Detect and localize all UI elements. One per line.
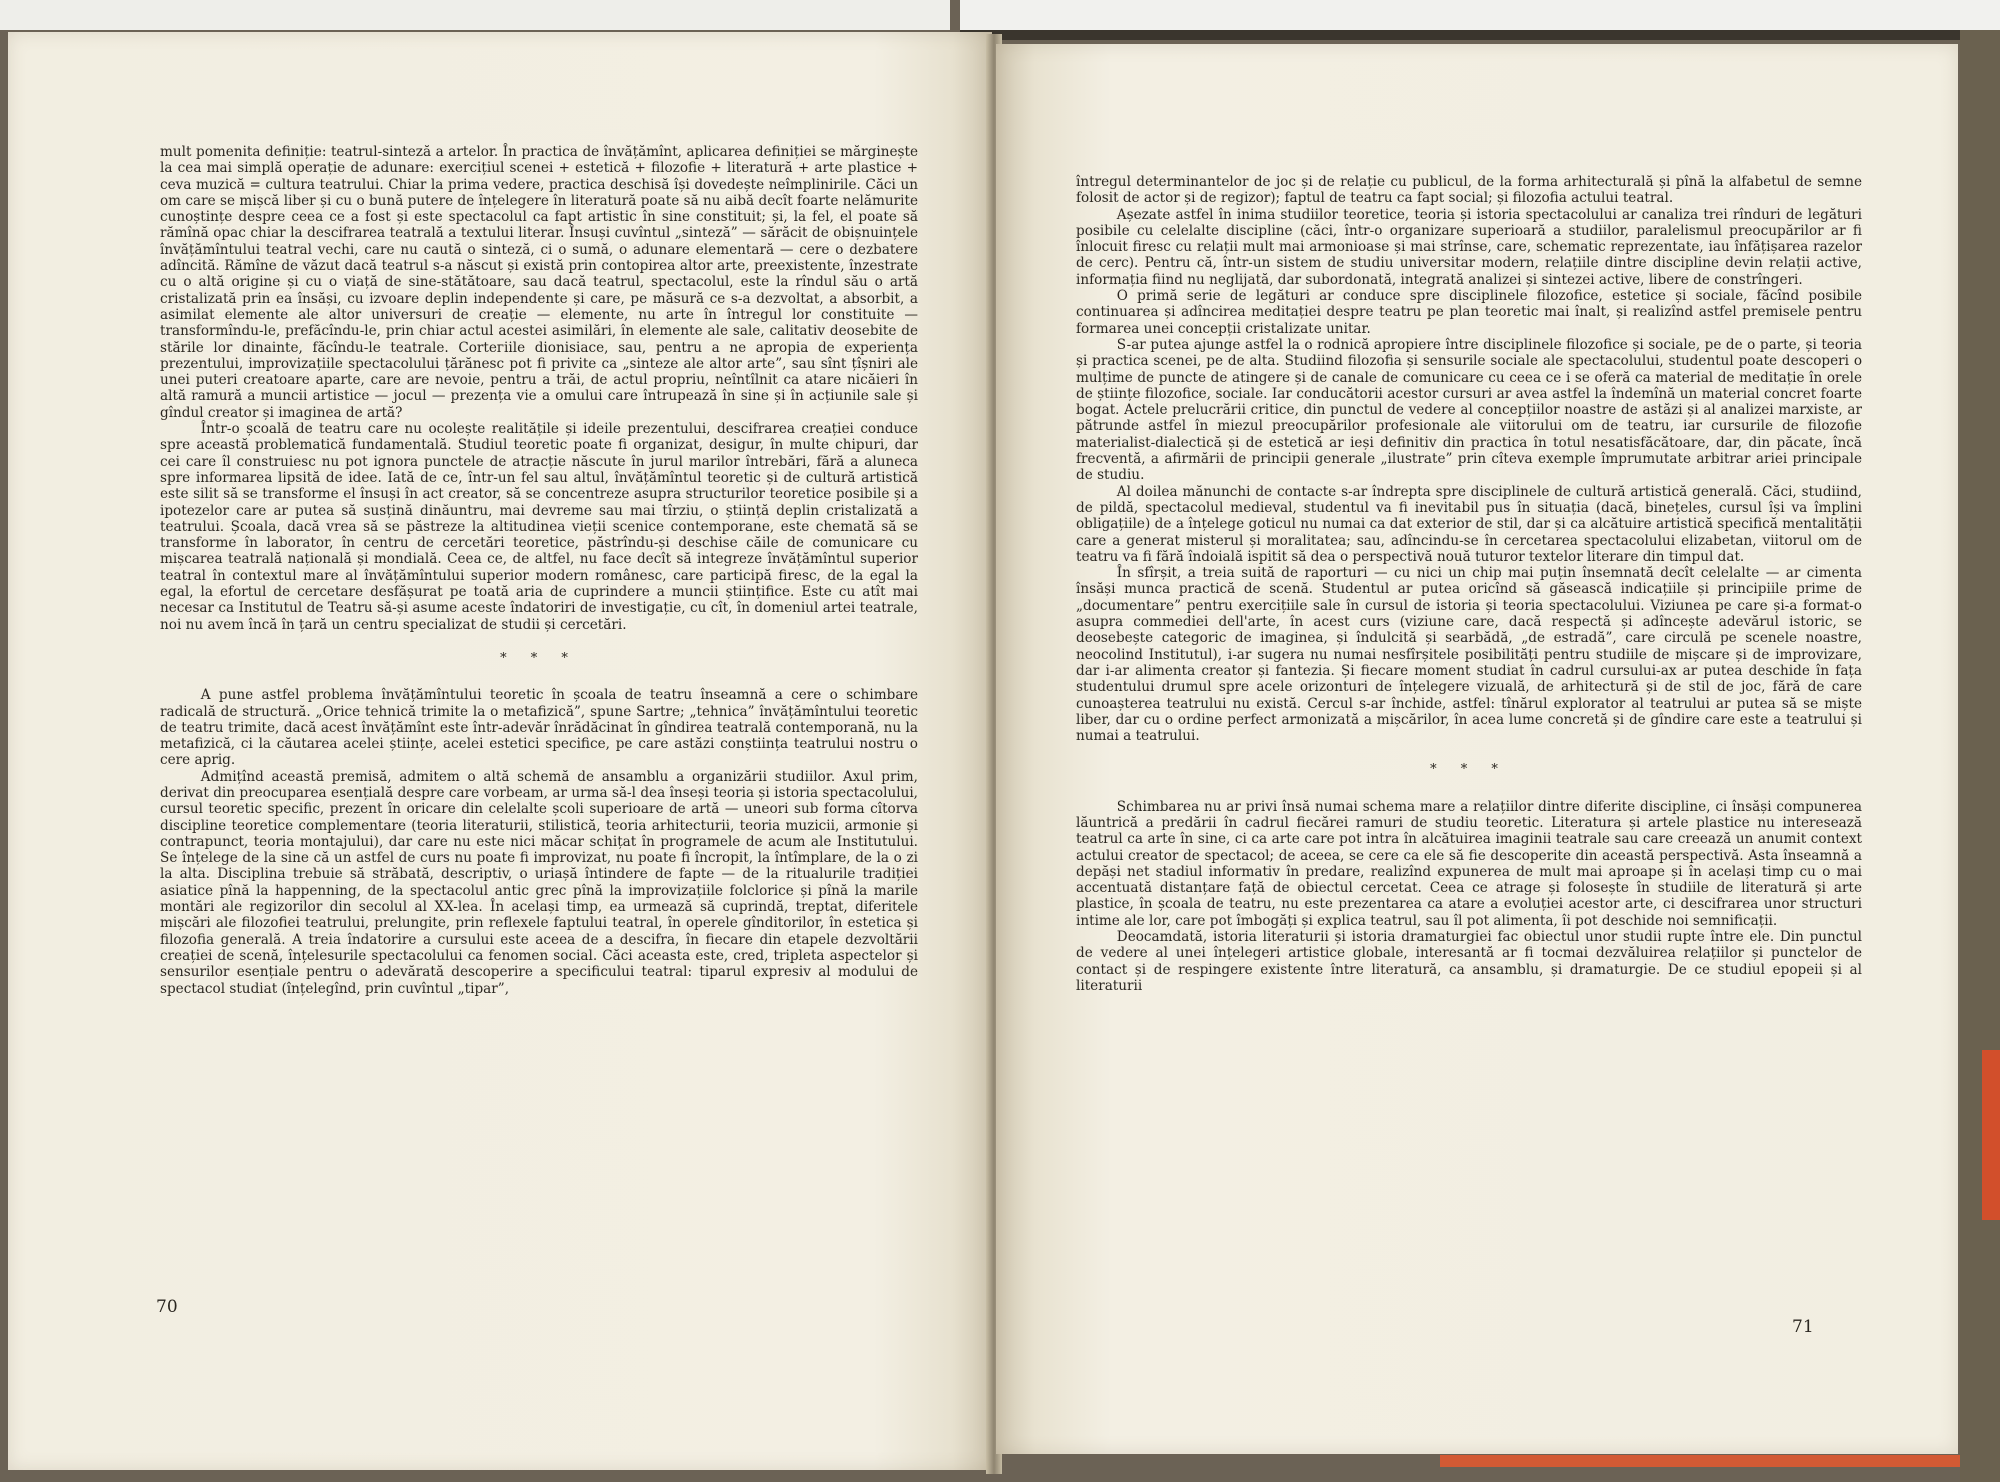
paragraph: Așezate astfel în inima studiilor teoretice, teoria și istoria spectacolului ar canaliza trei rînduri de legături posibile cu celelalte discipline (căci, într-o organizare superioară a studiilor, paralelismul preocupărilor ar fi înlocuit firesc cu relații mult mai armonioase și mai strînse, care, schematic reprezentate, iau înfățișarea razelor de cerc). Pentru că, într-un sistem de studiu universitar modern, relațiile dintre discipline devin relații active, informația fiind nu neglijată, dar subordonată, integrată analizei și sintezei active, libere de constrîngeri. [1076, 206, 1862, 288]
left-page-text [160, 144, 918, 997]
paragraph: Admițînd această premisă, admitem o altă schemă de ansamblu a organizării studiilor. Axul prim, derivat din preocuparea esențială despre care vorbeam, ar urma să-l dea înseși teoria și istoria spectacolului, cursul teoretic specific, prezent în oricare din celelalte școli superioare de artă — uneori sub forma cîtorva discipline teoretice complementare (teoria literaturii, stilistică, teoria arhitecturii, teoria muzicii, armonie și contrapunct, teoria montajului), dar care nu este nici măcar schițat în programele de acum ale Institutului. Se înțelege de la sine că un astfel de curs nu poate fi improvizat, nu poate fi încropit, la întîmplare, de la o zi la alta. Disciplina trebuie să străbată, descriptiv, o uriașă întindere de fapte — de la ritualurile tradiției asiatice pînă la happenning, de la spectacolul antic grec pînă la improvizațiile folclorice și pînă la marile montări ale regizorilor din secolul al XX-lea. În același timp, ea urmează să cuprindă, treptat, diferitele mișcări ale filozofiei teatrului, prelungite, prin reflexele faptului teatral, în operele gînditorilor, în estetica și filozofia generală. A treia îndatorire a cursului este aceea de a descifra, în fiecare din etapele dezvoltării creației de scenă, înțelesurile spectacolului ca fenomen social. Căci aceasta este, cred, tripleta aspectelor și sensurilor esențiale pentru o adevărată descoperire a specificului teatral: tiparul expresiv al modului de spectacol studiat (înțelegînd, prin cuvîntul „tipar”, [160, 768, 918, 997]
book-cover-edge [1960, 30, 2000, 1482]
paragraph: Într-o școală de teatru care nu ocolește realitățile și ideile prezentului, descifrarea creației conduce spre această problematică fundamentală. Studiul teoretic poate fi organizat, desigur, în multe chipuri, dar cei care îl construiesc nu pot ignora punctele de atracție născute în jurul marilor întrebări, fără a aluneca spre informarea lipsită de idee. Iată de ce, într-un fel sau altul, învățămîntul teoretic și de cultură artistică este silit să se transforme el însuși în act creator, să se concentreze asupra structurilor teoretice posibile și a ipotezelor care ar putea să susțină dinăuntru, mai devreme sau mai tîrziu, o știință deplin cristalizată a teatrului. Școala, dacă vrea să se păstreze la altitudinea vieții scenice contemporane, este chemată să se transforme în laborator, în centru de cercetări teoretice, păstrîndu-și deschise căile de comunicare cu mișcarea teatrală națională și mondială. Ceea ce, de altfel, nu face decît să integreze învățămîntul superior teatral în contextul mare al învățămîntului superior modern românesc, care participă firesc, de la egal la egal, la efortul de cercetare desfășurat pe toată aria de cuprindere a muncii științifice. Este cu atît mai necesar ca Institutul de Teatru să-și asume aceste îndatoriri de investigație, cu cît, în domeniul artei teatrale, noi nu avem încă în țară un centru specializat de studii și cercetări. [160, 421, 918, 633]
left-page [8, 32, 992, 1470]
orange-edge-strip [1440, 1455, 1960, 1467]
paragraph: mult pomenita definiție: teatrul-sinteză a artelor. În practica de învățămînt, aplicarea definiției se mărginește la cea mai simplă operație de adunare: exercițiul scenei + estetică + filozofie + literatură + arte plastice + ceva muzică = cultura teatrului. Chiar la prima vedere, practica deschisă își dovedește neîmplinirile. Căci un om care se mișcă liber și cu o bună putere de înțelegere în literatură poate să nu aibă decît foarte nelămurite cunoștințe despre ceea ce a fost și este spectacolul ca fapt artistic în sine constituit; și, la fel, el poate să rămînă opac chiar la descifrarea teatrală a textului literar. Însuși cuvîntul „sinteză” — sărăcit de obișnuințele învățămîntului teatral vechi, care nu caută o sinteză, ci o sumă, o adunare elementară — cere o dezbatere adîncită. Rămîne de văzut dacă teatrul s-a născut și există prin contopirea altor arte, preexistente, înzestrate cu o altă origine și cu o viață de sine-stătătoare, sau dacă teatrul, spectacolul, este la rîndul său o artă cristalizată prin ea însăși, cu izvoare deplin independente și care, pe măsură ce s-a dezvoltat, a absorbit, a asimilat elemente ale altor universuri de creație — elemente, nu arte în întregul lor constituite — transformîndu-le, prefăcîndu-le, prin chiar actul acestei asimilări, în elemente ale sale, calitativ deosebite de stările lor dinainte, făcîndu-le teatrale. Corteгiile dionisiace, sau, pentru a ne apropia de experiența prezentului, improvizațiile spectacolului țărănesc pot fi privite ca „sinteze ale altor arte”, sau sînt țîșniri ale unei puteri creatoare aparte, care are nevoie, pentru a trăi, de actul propriu, neîntîlnit ca atare nicăieri în altă ramură a muncii artistice — jocul — prezența vie a omului care întrupează în sine și în acțiunile sale și gîndul creator și imaginea de artă? [160, 144, 918, 421]
paragraph: întregul determinantelor de joc și de relație cu publicul, de la forma arhitecturală și pînă la alfabetul de semne folosit de actor și de regizor); faptul de teatru ca fapt social; și filozofia actului teatral. [1076, 174, 1862, 207]
section-separator: * * * [1430, 762, 1508, 778]
paragraph: Al doilea mănunchi de contacte s-ar îndrepta spre disciplinele de cultură artistică generală. Căci, studiind, de pildă, spectacolul medieval, studentul va fi inevitabil pus în situația (dacă, binețeles, cursul își va împlini obligațiile) de a înțelege goticul nu numai ca dat exterior de stil, dar și ca alcătuire artistică specifică mentalității care a generat misterul și moralitatea; sau, adîncindu-se în cercetarea spectacolului elizabetan, viitorul om de teatru va fi fără îndoială ispitit să dea o perspectivă nouă tuturor textelor literare din timpul dat. [1076, 483, 1862, 565]
right-page [996, 44, 1958, 1454]
page-number: 71 [1792, 1317, 1814, 1337]
top-background-left [0, 0, 950, 30]
top-background-right [960, 0, 2000, 40]
paragraph: Deocamdată, istoria literaturii și istoria dramaturgiei fac obiectul unor studii rupte între ele. Din punctul de vedere al unei înțelegeri artistice globale, interesantă ar fi tocmai dezvăluirea relațiilor și punctelor de contact și de respingere existente între literatură, ca ansamblu, și dramaturgie. De ce studiul epopeii și al literaturii [1076, 929, 1862, 994]
paragraph: A pune astfel problema învățămîntului teoretic în școala de teatru înseamnă a cere o schimbare radicală de structură. „Orice tehnică trimite la o metafizică”, spune Sartre; „tehnica” învățămîntului teoretic de teatru trimite, dacă acest învățămînt este într-adevăr înrădăcinat în gîndirea teatrală contemporană, nu la metafizică, ci la căutarea acelei științe, acelei estetici specifice, pe care astăzi conștiința teatrului nostru o cere aprig. [160, 687, 918, 769]
page-number: 70 [156, 1297, 178, 1317]
orange-bookmark-tab [1982, 1050, 2000, 1220]
paragraph: În sfîrșit, a treia suită de raporturi — cu nici un chip mai puțin însemnată decît celelalte — ar cimenta însăși munca practică de scenă. Studentul ar putea oricînd să găsească indicațiile și principiile prime de „documentare” pentru exercițiile sale în cursul de istoria și teoria spectacolului. Viziunea pe care și-a format-o asupra commediei dell'arte, în acest curs (viziune care, dacă respectă și adîncește adevărul istoric, se deosebește categoric de imaginea, și îndulcită și searbădă, „de estradă”, care circulă pe scenele noastre, neocolind Institutul), i-ar sugera nu numai nesfîrșitele posibilități pentru studiile de mișcare și de improvizare, dar i-ar alimenta creator și fantezia. Și fiecare moment studiat în cadrul cursului-ax ar putea deschide în fața studentului drumul spre acele orizonturi de înțelegere vizuală, de arhitectură și de stil de joc, fără de care cunoașterea teatrului nu există. Cercul s-ar închide, astfel: tînărul explorator al teatrului ar putea să se miște liber, dar cu o ordine perfect armonizată a mișcărilor, în acea lume concretă și de gîndire care este a teatrului și numai a teatrului. [1076, 565, 1862, 745]
paragraph: O primă serie de legături ar conduce spre disciplinele filozofice, estetice și sociale, făcînd posibile continuarea și adîncirea meditației despre teatru pe plan teoretic mai înalt, și realizînd astfel premisele pentru formarea unei concepții cristalizate unitar. [1076, 288, 1862, 337]
section-separator: * * * [500, 650, 578, 666]
paragraph: Schimbarea nu ar privi însă numai schema mare a relațiilor dintre diferite discipline, ci însăși compunerea lăuntrică a predării în cadrul fiecărei ramuri de studiu teoretic. Literatura și artele plastice nu interesează teatrul ca arte în sine, ci ca arte care pot intra în alcătuirea imaginii teatrale sau care creează un anumit context actului creator de spectacol; de aceea, se cere ca ele să fie descoperite din această perspectivă. Asta înseamnă a depăși net stadiul informativ în predare, realizînd expunerea de mult mai aproape și în același timp cu o mai accentuată distanțare față de obiectul cercetat. Ceea ce atrage și folosește în studiile de literatură și arte plastice, în școala de teatru, nu este prezentarea ca atare a evoluției acestor arte, ci descifrarea unor structuri intime ale lor, care pot îmbogăți și explica teatrul, sau îl pot alimenta, îi pot deschide noi semnificații. [1076, 798, 1862, 929]
paragraph: S-ar putea ajunge astfel la o rodnică apropiere între disciplinele filozofice și sociale, pe de o parte, și teoria și practica scenei, pe de alta. Studiind filozofia și sensurile sociale ale spectacolului, studentul poate descoperi o mulțime de puncte de atingere și de canale de comunicare cu ceea ce i se oferă ca material de meditație în orele de științe filozofice, sociale. Iar conducătorii acestor cursuri ar avea astfel la îndemînă un material concret foarte bogat. Actele prelucrării critice, din punctul de vedere al concepțiilor noastre de astăzi și al analizei marxiste, ar pătrunde astfel în miezul preocupărilor profesionale ale viitorului om de teatru, iar cursurile de filozofie materialist-dialectică și de estetică ar ieși definitiv din practica în totul nesatisfăcătoare, dar, din păcate, încă frecventă, a afirmării de principii generale „ilustrate” prin cîteva exemple împrumutate arbitrar ariei principale de studiu. [1076, 336, 1862, 484]
right-page-text [1076, 174, 1862, 994]
